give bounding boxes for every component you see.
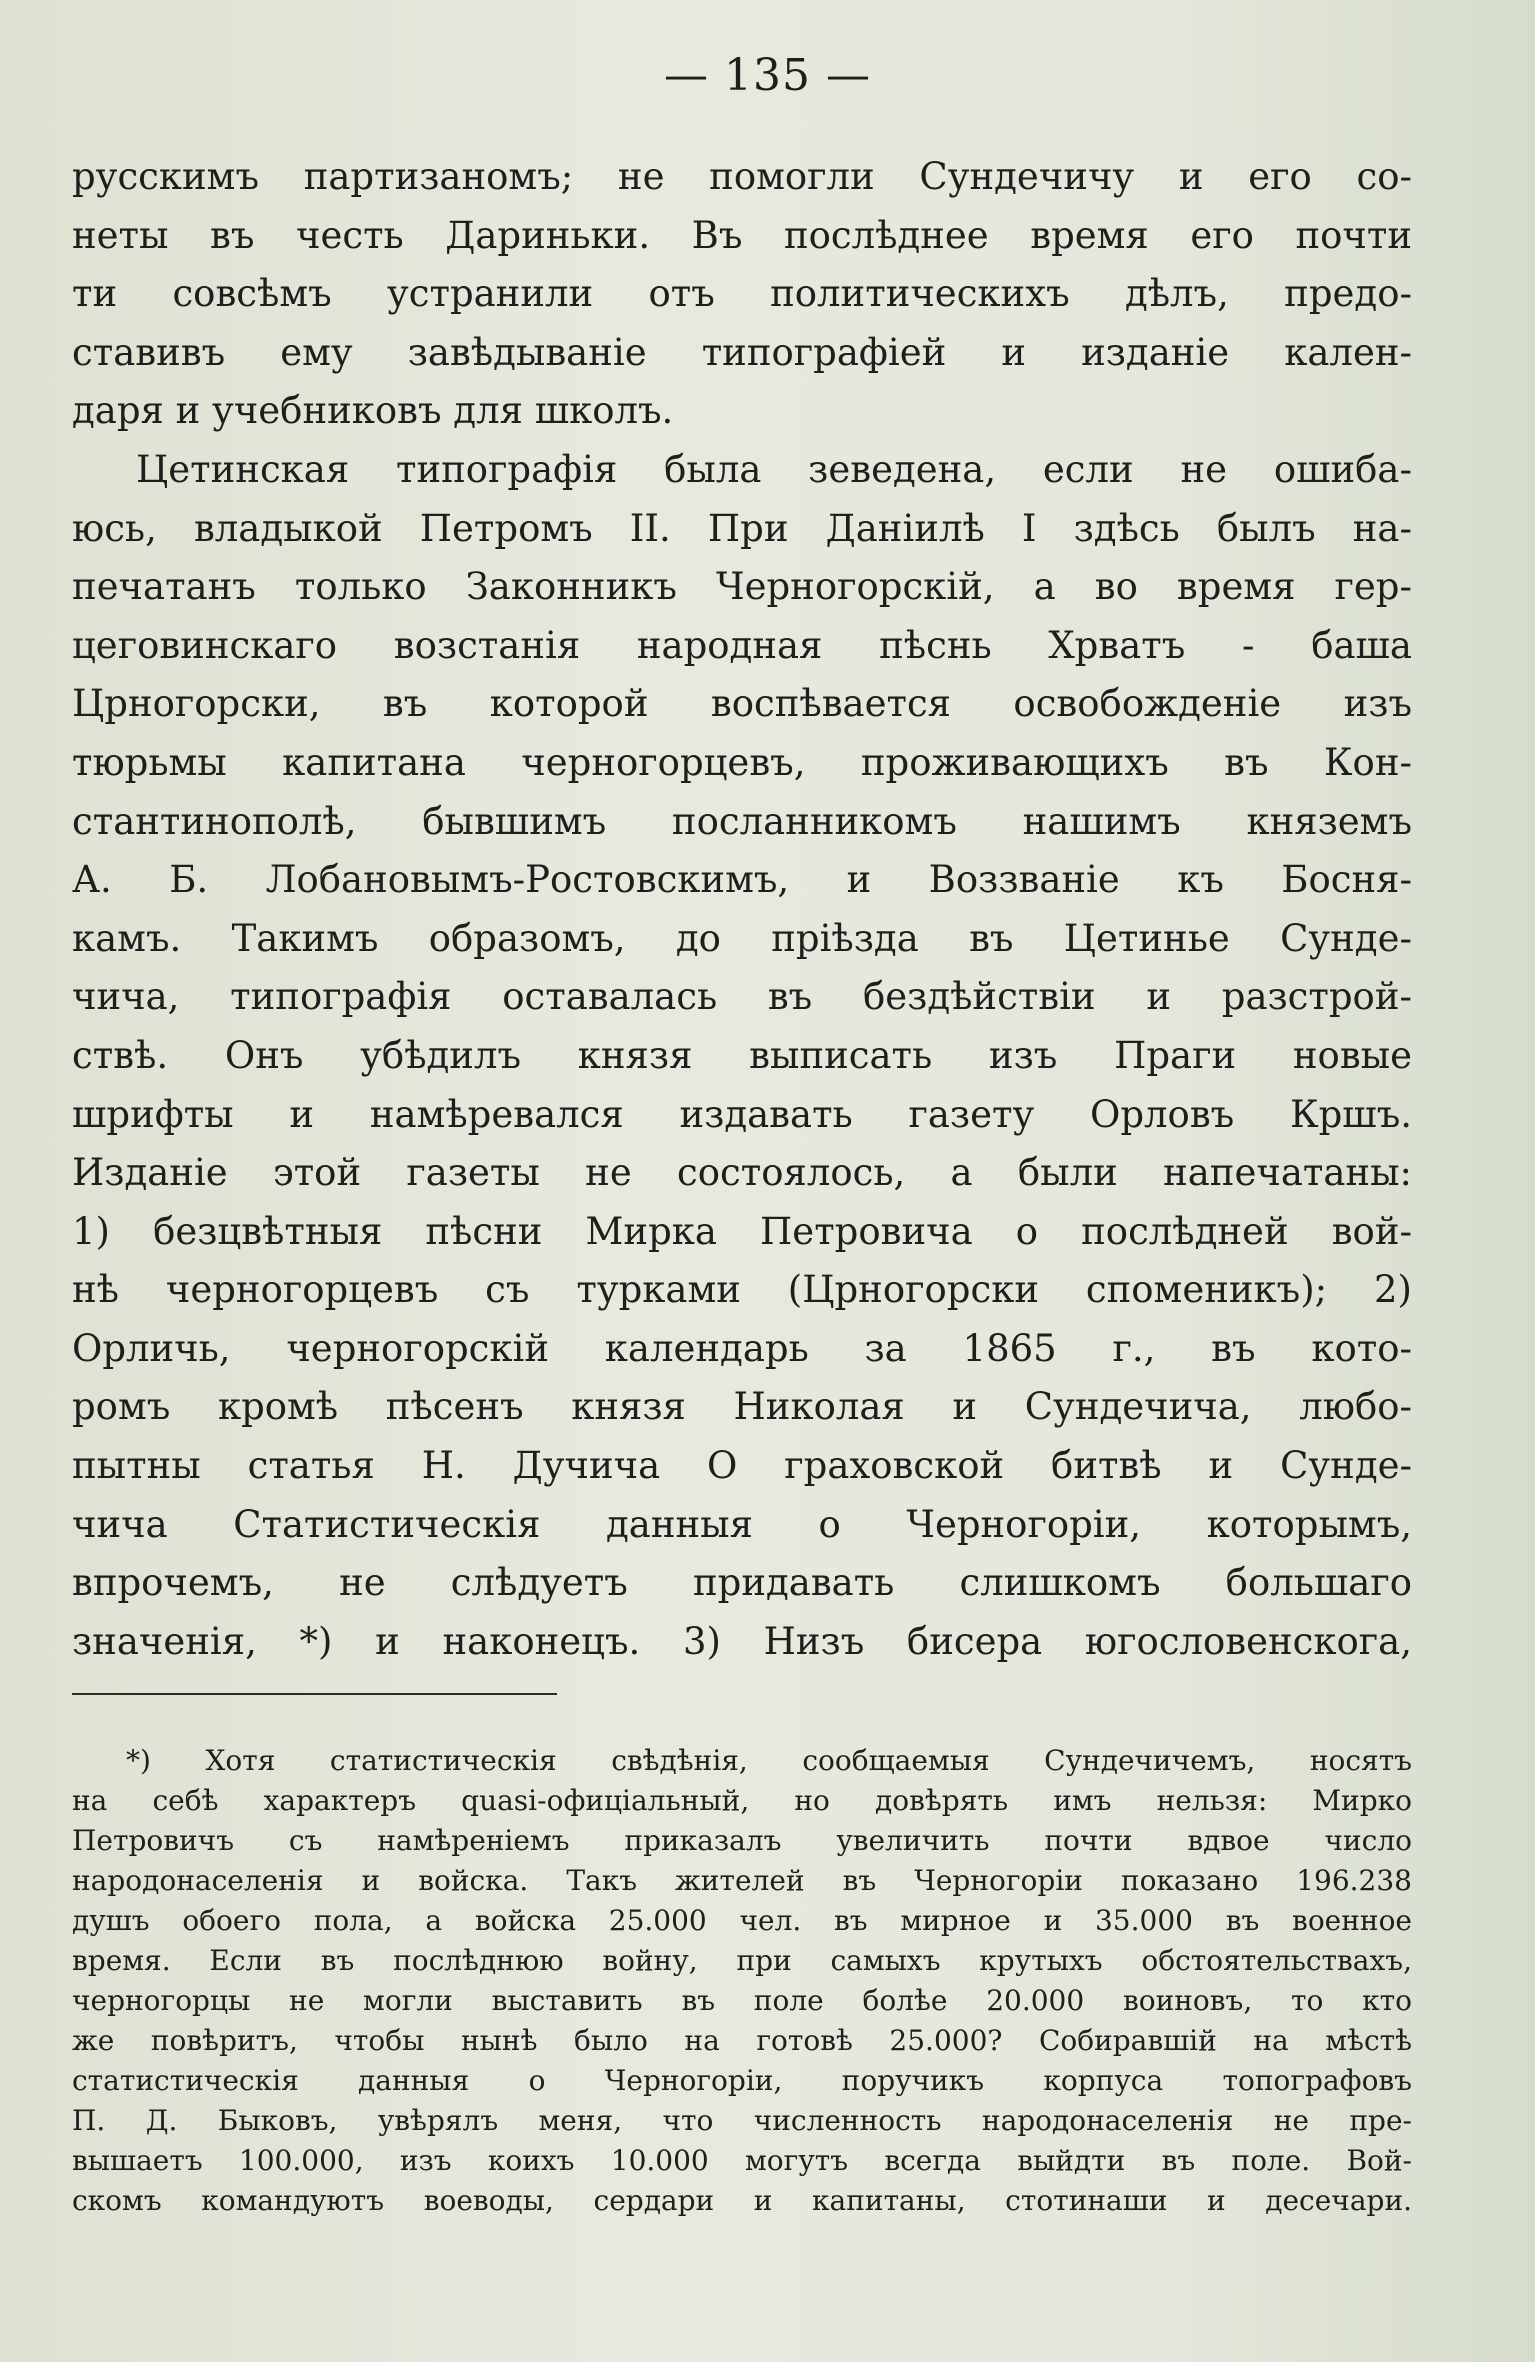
page-number: — 135 — — [664, 50, 871, 101]
footnote-line: *) Хотя статистическія свѣдѣнія, сообщаемыя Сундечичемъ, носятъ — [126, 1744, 1412, 1777]
footnote-divider — [72, 1693, 557, 1695]
footnote-line: время. Если въ послѣднюю войну, при самыхъ крутыхъ обстоятельствахъ, — [72, 1944, 1412, 1977]
text-line: шрифты и намѣревался издавать газету Орловъ Кршъ. — [72, 1092, 1412, 1136]
text-line: ставивъ ему завѣдываніе типографіей и изданіе кален- — [72, 330, 1412, 374]
text-line: даря и учебниковъ для школъ. — [72, 389, 674, 433]
text-line: русскимъ партизаномъ; не помогли Сундечичу и его со- — [72, 155, 1412, 198]
text-line: неты въ честь Дариньки. Въ послѣднее время его почти — [72, 213, 1412, 257]
text-line: впрочемъ, не слѣдуетъ придавать слишкомъ большаго — [72, 1561, 1412, 1605]
footnote-line: народонаселенія и войска. Такъ жителей въ Черногоріи показано 196.238 — [72, 1864, 1412, 1897]
footnote-line: Петровичъ съ намѣреніемъ приказалъ увеличить почти вдвое число — [72, 1824, 1412, 1857]
footnote-line: черногорцы не могли выставить въ поле болѣе 20.000 воиновъ, то кто — [72, 1984, 1412, 2017]
text-line: ствѣ. Онъ убѣдилъ князя выписать изъ Праги новые — [72, 1033, 1412, 1077]
text-line: чича Статистическія данныя о Черногоріи, которымъ, — [72, 1502, 1412, 1546]
text-line: печатанъ только Законникъ Черногорскій, а во время гер- — [72, 565, 1412, 609]
main-text — [72, 148, 1412, 1671]
footnote-line: скомъ командуютъ воеводы, сердари и капитаны, стотинаши и десечари. — [72, 2184, 1412, 2217]
text-line: Црногорски, въ которой воспѣвается освобожденіе изъ — [72, 682, 1412, 726]
footnote-line: статистическія данныя о Черногоріи, поручикъ корпуса топографовъ — [72, 2064, 1412, 2097]
text-line: 1) безцвѣтныя пѣсни Мирка Петровича о послѣдней вой- — [72, 1209, 1412, 1253]
text-line: пытны статья Н. Дучича О граховской битвѣ и Сунде- — [72, 1444, 1412, 1488]
text-line: нѣ черногорцевъ съ турками (Црногорски споменикъ); 2) — [72, 1268, 1412, 1312]
footnote-line: вышаетъ 100.000, изъ коихъ 10.000 могутъ всегда выйдти въ поле. Вой- — [72, 2144, 1412, 2177]
text-line: А. Б. Лобановымъ-Ростовскимъ, и Воззваніе къ Босня- — [72, 858, 1412, 902]
footnote-line: душъ обоего пола, а войска 25.000 чел. въ мирное и 35.000 въ военное — [72, 1904, 1412, 1937]
text-line: Цетинская типографія была зеведена, если не ошиба- — [136, 447, 1412, 491]
footnote-line: П. Д. Быковъ, увѣрялъ меня, что численность народонаселенія не пре- — [72, 2104, 1412, 2137]
text-line: цеговинскаго возстанія народная пѣснь Хрватъ - баша — [72, 623, 1412, 667]
text-line: юсь, владыкой Петромъ II. При Даніилѣ I здѣсь былъ на- — [72, 506, 1412, 550]
text-line: ти совсѣмъ устранили отъ политическихъ дѣлъ, предо- — [72, 272, 1412, 316]
text-line: чича, типографія оставалась въ бездѣйствіи и разстрой- — [72, 975, 1412, 1019]
text-line: Изданіе этой газеты не состоялось, а были напечатаны: — [72, 1151, 1412, 1195]
text-line: ромъ кромѣ пѣсенъ князя Николая и Сундечича, любо- — [72, 1385, 1412, 1429]
footnote-line: же повѣритъ, чтобы нынѣ было на готовѣ 25.000? Собиравшій на мѣстѣ — [72, 2024, 1412, 2057]
text-line: камъ. Такимъ образомъ, до пріѣзда въ Цетинье Сунде- — [72, 916, 1412, 960]
text-line: Орличь, черногорскій календарь за 1865 г., въ кото- — [72, 1326, 1412, 1370]
footnote-line: на себѣ характеръ quasi-офиціальный, но довѣрять имъ нельзя: Мирко — [72, 1784, 1412, 1817]
footnote — [72, 1741, 1412, 2221]
text-line: значенія, *) и наконецъ. 3) Низъ бисера югословенскога, — [72, 1619, 1412, 1663]
text-line: стантинополѣ, бывшимъ посланникомъ нашимъ княземъ — [72, 799, 1412, 843]
text-line: тюрьмы капитана черногорцевъ, проживающихъ въ Кон- — [72, 740, 1412, 784]
